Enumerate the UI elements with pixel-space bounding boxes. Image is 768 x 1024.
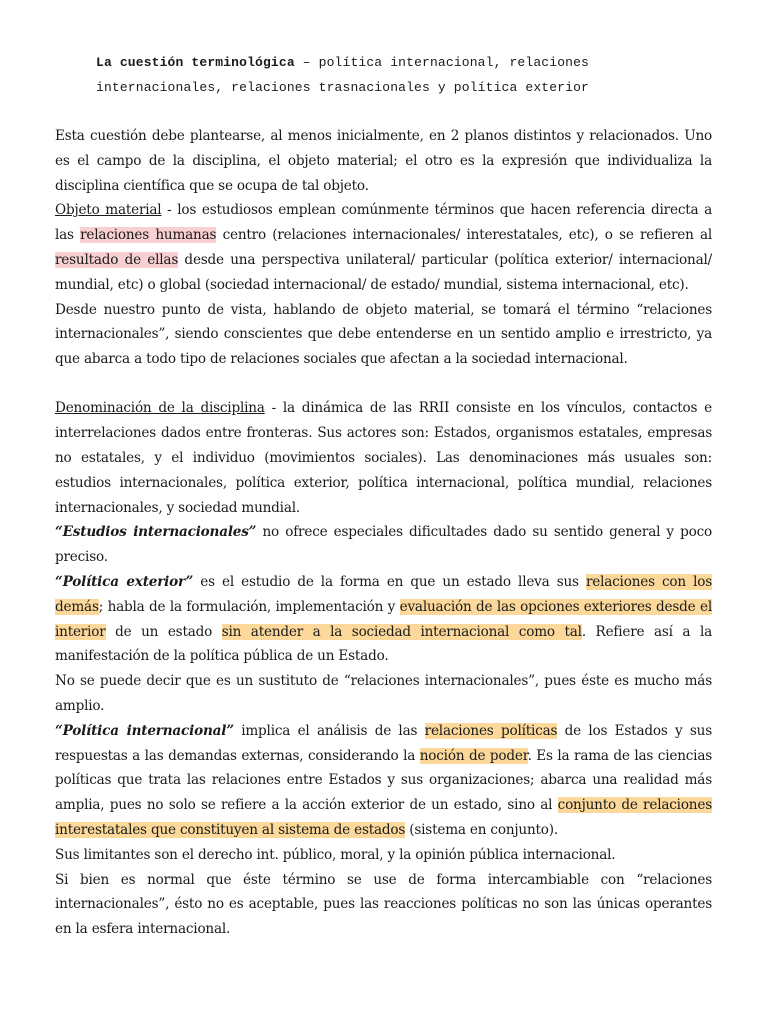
- text-run: . Refiere así a la manifestación de la política pública de un Estado.: [55, 623, 712, 665]
- paragraph-politica-internacional: [55, 719, 712, 843]
- term-estudios: “Estudios internacionales”: [55, 524, 257, 541]
- paragraph-objeto-material: [55, 198, 712, 297]
- text-run: ; habla de la formulación, implementación y: [98, 598, 400, 615]
- text-run: de un estado: [105, 623, 222, 640]
- term-politica-exterior: “Política exterior”: [55, 574, 194, 591]
- section-heading: [96, 50, 696, 100]
- objeto-material-label: Objeto material: [55, 202, 162, 219]
- highlight-resultado: resultado de ellas: [55, 251, 179, 268]
- heading-line2: internacionales, relaciones trasnacionales y política exterior: [96, 80, 589, 95]
- document-body: [55, 124, 712, 942]
- paragraph-estudios: [55, 520, 712, 570]
- text-run: (sistema en conjunto).: [405, 822, 558, 839]
- text-run: . Es la rama de las ciencias políticas que trata las relaciones entre Estados y sus organizaciones; abarca una realidad más amplia, pues no solo se refiere a la acción exterior de un estado, sino al: [55, 747, 712, 814]
- paragraph-punto-de-vista: Desde nuestro punto de vista, hablando de objeto material, se tomará el término “relaciones internacionales”, siendo conscientes que debe entenderse en un sentido amplio e irrestricto, ya que abarca a todo tipo de relaciones sociales que afectan a la sociedad internacional.: [55, 301, 712, 368]
- text-run: - los estudiosos emplean comúnmente términos que hacen referencia directa a las: [55, 202, 713, 244]
- paragraph-denominacion: [55, 396, 712, 520]
- text-run: es el estudio de la forma en que un estado lleva sus: [193, 574, 586, 591]
- paragraph-intro: Esta cuestión debe plantearse, al menos inicialmente, en 2 planos distintos y relacionados. Uno es el campo de la disciplina, el objeto material; el otro es la expresión que individualiza la disciplina científica que se ocupa de tal objeto.: [55, 128, 712, 194]
- heading-bold: La cuestión terminológica: [96, 55, 295, 70]
- text-run: implica el análisis de las: [233, 722, 425, 739]
- highlight-relaciones-politicas: relaciones políticas: [424, 722, 558, 739]
- highlight-relaciones-humanas: relaciones humanas: [80, 227, 217, 244]
- highlight-conjunto: conjunto de relaciones interestatales que constituyen al sistema de estados: [55, 797, 712, 839]
- paragraph-politica-exterior: [55, 570, 712, 669]
- paragraph-gap: [55, 372, 712, 397]
- text-run: centro (relaciones internacionales/ interestatales, etc), o se refieren al: [216, 227, 712, 244]
- paragraph-limitantes: Sus limitantes son el derecho int. público, moral, y la opinión pública internacional.: [55, 846, 616, 863]
- paragraph-sustituto: No se puede decir que es un sustituto de “relaciones internacionales”, pues éste es mucho más amplio.: [55, 673, 712, 715]
- text-run: de los Estados y sus respuestas a las demandas externas, considerando la: [55, 722, 712, 764]
- highlight-relaciones-demas: relaciones con los demás: [55, 574, 712, 615]
- highlight-sin-atender: sin atender a la sociedad internacional como tal: [221, 623, 582, 640]
- paragraph-intercambiable: Si bien es normal que éste término se use de forma intercambiable con “relaciones internacionales”, ésto no es aceptable, pues las reacciones políticas no son las únicas operantes en la esfera internacional.: [55, 871, 712, 938]
- heading-rest: – política internacional, relaciones: [294, 55, 589, 70]
- highlight-nocion-poder: noción de poder: [419, 747, 528, 764]
- text-run: no ofrece especiales dificultades dado su sentido general y poco preciso.: [55, 524, 712, 566]
- text-run: - la dinámica de las RRII consiste en los vínculos, contactos e interrelaciones dados entre fronteras. Sus actores son: Estados, organismos estatales, empresas no estatales, y el individuo (movimientos sociales). Las denominaciones más usuales son: estudios internacionales, política exterior, política internacional, política mundial, relaciones internacionales, y sociedad mundial.: [55, 400, 712, 516]
- text-run: desde una perspectiva unilateral/ particular (política exterior/ internacional/ mundial, etc) o global (sociedad internacional/ de estado/ mundial, sistema internacional, etc).: [55, 251, 713, 293]
- highlight-evaluacion: evaluación de las opciones exteriores desde el interior: [55, 598, 712, 640]
- term-politica-internacional: “Política internacional”: [55, 722, 234, 739]
- denominacion-label: Denominación de la disciplina: [55, 400, 265, 417]
